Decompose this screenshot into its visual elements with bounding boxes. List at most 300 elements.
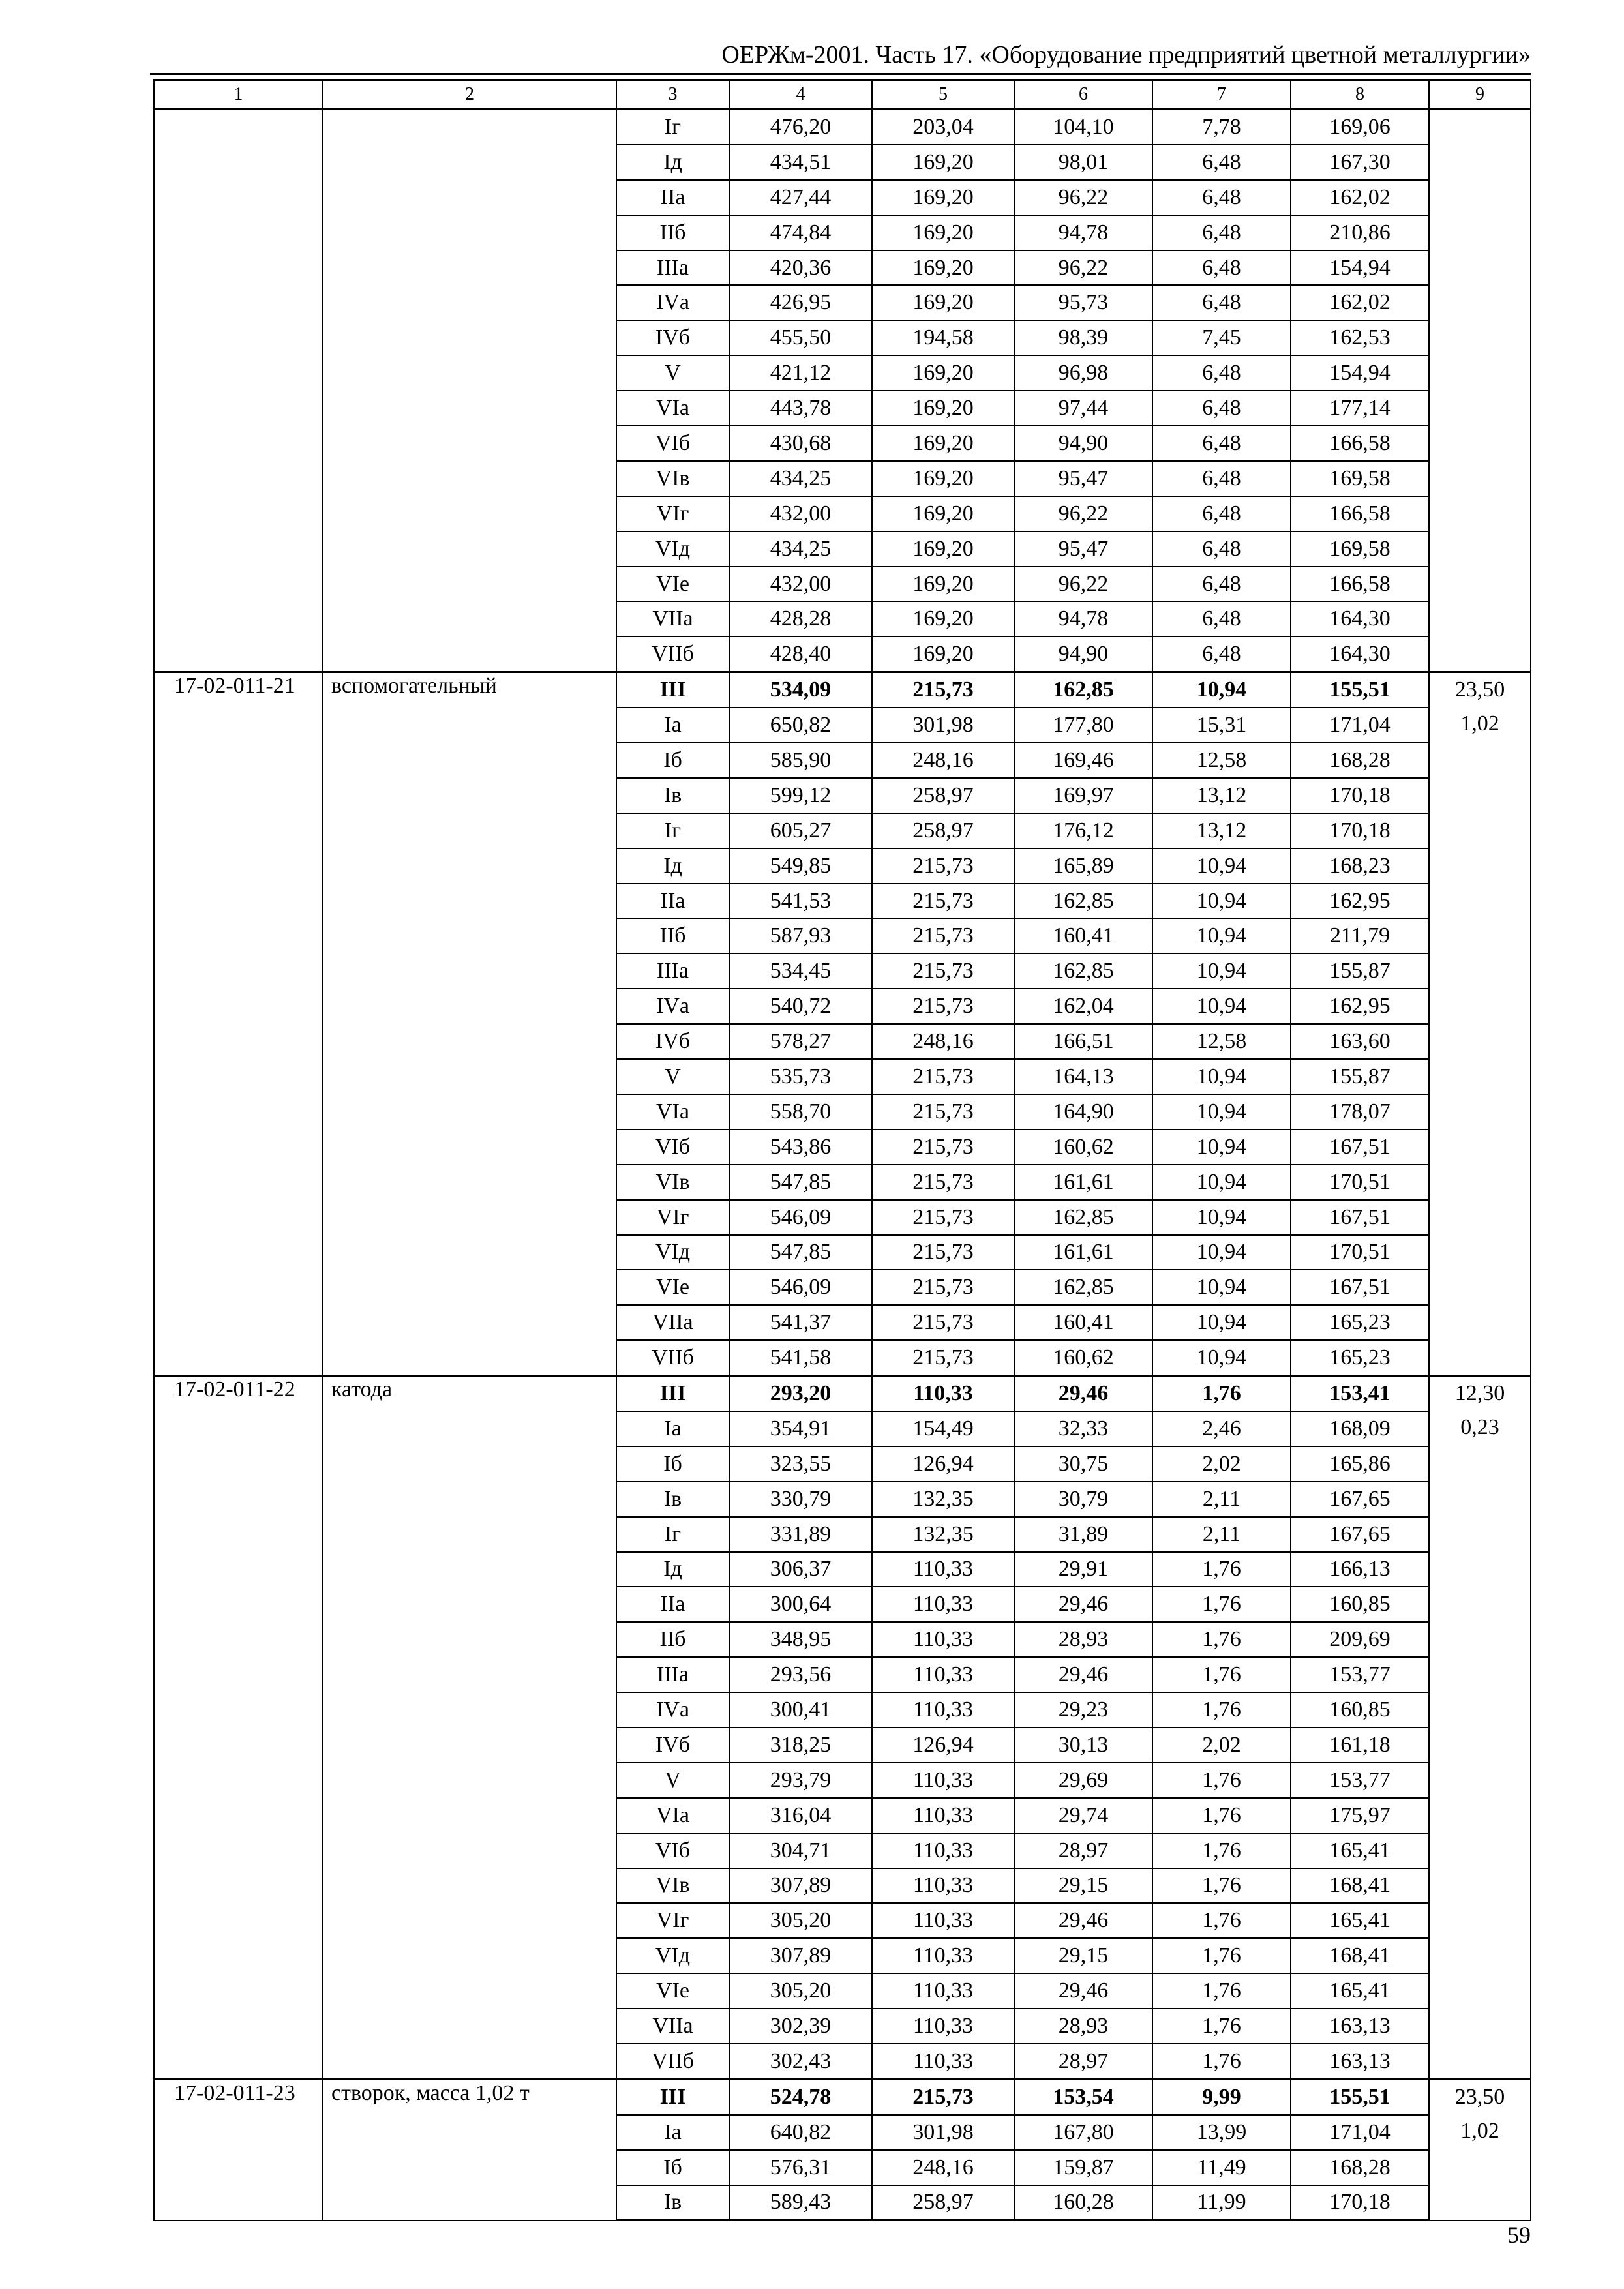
col6-cell: 30,75 bbox=[1014, 1446, 1152, 1482]
zone-cell: IIб bbox=[616, 215, 729, 250]
col5-cell: 215,73 bbox=[872, 1059, 1014, 1094]
col7-cell: 10,94 bbox=[1152, 1270, 1291, 1305]
col5-cell: 194,58 bbox=[872, 320, 1014, 355]
col6-cell: 177,80 bbox=[1014, 708, 1152, 743]
col7-cell: 6,48 bbox=[1152, 250, 1291, 286]
col7-cell: 2,11 bbox=[1152, 1482, 1291, 1517]
col4-cell: 585,90 bbox=[729, 743, 872, 778]
col4-cell: 587,93 bbox=[729, 918, 872, 953]
col6-cell: 104,10 bbox=[1014, 110, 1152, 145]
col9-cell bbox=[1429, 110, 1531, 672]
col5-cell: 169,20 bbox=[872, 426, 1014, 461]
zone-cell: Iв bbox=[616, 2185, 729, 2221]
col6-cell: 30,79 bbox=[1014, 1482, 1152, 1517]
col5-cell: 169,20 bbox=[872, 567, 1014, 602]
col6-cell: 176,12 bbox=[1014, 813, 1152, 848]
col5-cell: 169,20 bbox=[872, 285, 1014, 320]
column-number-cell: 4 bbox=[729, 80, 872, 110]
col7-cell: 15,31 bbox=[1152, 708, 1291, 743]
col6-cell: 28,93 bbox=[1014, 1622, 1152, 1657]
col8-cell: 170,51 bbox=[1291, 1165, 1429, 1200]
col8-cell: 168,28 bbox=[1291, 743, 1429, 778]
col6-cell: 161,61 bbox=[1014, 1235, 1152, 1270]
col4-cell: 650,82 bbox=[729, 708, 872, 743]
col9-cell bbox=[1429, 1376, 1531, 2080]
col4-cell: 307,89 bbox=[729, 1938, 872, 1973]
col7-cell: 10,94 bbox=[1152, 918, 1291, 953]
col8-cell: 166,58 bbox=[1291, 496, 1429, 531]
col4-cell: 547,85 bbox=[729, 1165, 872, 1200]
col4-cell: 434,25 bbox=[729, 531, 872, 567]
zone-cell: IIIа bbox=[616, 953, 729, 989]
col7-cell: 10,94 bbox=[1152, 1200, 1291, 1235]
col6-cell: 96,22 bbox=[1014, 250, 1152, 286]
zone-cell: VIд bbox=[616, 531, 729, 567]
zone-cell: VIа bbox=[616, 391, 729, 426]
col5-cell: 110,33 bbox=[872, 1973, 1014, 2009]
col5-cell: 169,20 bbox=[872, 355, 1014, 391]
col8-cell: 170,51 bbox=[1291, 1235, 1429, 1270]
col5-cell: 258,97 bbox=[872, 778, 1014, 813]
col9-cell bbox=[1429, 672, 1531, 1376]
col6-cell: 29,15 bbox=[1014, 1938, 1152, 1973]
col4-cell: 426,95 bbox=[729, 285, 872, 320]
col4-cell: 323,55 bbox=[729, 1446, 872, 1482]
col6-cell: 162,04 bbox=[1014, 989, 1152, 1024]
col6-cell: 169,97 bbox=[1014, 778, 1152, 813]
col5-cell: 110,33 bbox=[872, 1903, 1014, 1938]
zone-cell: VIIб bbox=[616, 2044, 729, 2079]
col5-cell: 110,33 bbox=[872, 1622, 1014, 1657]
col8-cell: 175,97 bbox=[1291, 1798, 1429, 1833]
col5-cell: 132,35 bbox=[872, 1517, 1014, 1552]
col8-cell: 165,23 bbox=[1291, 1305, 1429, 1340]
col8-cell: 169,58 bbox=[1291, 461, 1429, 496]
section-main-row bbox=[154, 1376, 1531, 1411]
col7-cell: 1,76 bbox=[1152, 1798, 1291, 1833]
col4-cell: 541,58 bbox=[729, 1340, 872, 1375]
col7-cell: 1,76 bbox=[1152, 1938, 1291, 1973]
zone-cell: VIа bbox=[616, 1094, 729, 1130]
col8-cell: 209,69 bbox=[1291, 1622, 1429, 1657]
col6-cell: 29,69 bbox=[1014, 1763, 1152, 1798]
col7-cell: 6,48 bbox=[1152, 355, 1291, 391]
col6-cell: 28,93 bbox=[1014, 2009, 1152, 2044]
column-number-row bbox=[154, 80, 1531, 110]
col4-cell: 293,20 bbox=[729, 1376, 872, 1411]
zone-cell: VIIа bbox=[616, 2009, 729, 2044]
page-header: ОЕРЖм-2001. Часть 17. «Оборудование предприятий цветной металлургии» bbox=[721, 41, 1531, 68]
col5-cell: 169,20 bbox=[872, 461, 1014, 496]
col6-cell: 31,89 bbox=[1014, 1517, 1152, 1552]
col7-cell: 1,76 bbox=[1152, 1587, 1291, 1622]
zone-cell: Iд bbox=[616, 848, 729, 884]
col7-cell: 10,94 bbox=[1152, 1130, 1291, 1165]
col6-cell: 29,74 bbox=[1014, 1798, 1152, 1833]
col7-cell: 1,76 bbox=[1152, 1973, 1291, 2009]
zone-cell: Iв bbox=[616, 1482, 729, 1517]
col8-cell: 166,58 bbox=[1291, 567, 1429, 602]
col7-cell: 6,48 bbox=[1152, 391, 1291, 426]
col4-cell: 306,37 bbox=[729, 1552, 872, 1587]
col7-cell: 13,99 bbox=[1152, 2115, 1291, 2150]
col4-cell: 543,86 bbox=[729, 1130, 872, 1165]
col6-cell: 165,89 bbox=[1014, 848, 1152, 884]
col7-cell: 7,45 bbox=[1152, 320, 1291, 355]
zone-cell: Iг bbox=[616, 813, 729, 848]
col8-cell: 153,77 bbox=[1291, 1763, 1429, 1798]
col8-cell: 167,65 bbox=[1291, 1517, 1429, 1552]
col4-cell: 434,51 bbox=[729, 145, 872, 180]
col6-cell: 94,78 bbox=[1014, 215, 1152, 250]
col8-cell: 165,41 bbox=[1291, 1833, 1429, 1868]
col8-cell: 168,09 bbox=[1291, 1411, 1429, 1446]
col4-cell: 420,36 bbox=[729, 250, 872, 286]
col8-cell: 170,18 bbox=[1291, 778, 1429, 813]
section-main-row bbox=[154, 2079, 1531, 2114]
col8-cell: 162,95 bbox=[1291, 884, 1429, 919]
col4-cell: 430,68 bbox=[729, 426, 872, 461]
zone-cell: V bbox=[616, 1059, 729, 1094]
col6-cell: 167,80 bbox=[1014, 2115, 1152, 2150]
zone-cell: VIб bbox=[616, 426, 729, 461]
code-cell: 17-02-011-22 bbox=[154, 1376, 323, 2080]
col8-cell: 153,77 bbox=[1291, 1657, 1429, 1692]
col9-value: 0,23 bbox=[1460, 1414, 1499, 1439]
col6-cell: 97,44 bbox=[1014, 391, 1152, 426]
col5-cell: 215,73 bbox=[872, 884, 1014, 919]
col7-cell: 13,12 bbox=[1152, 778, 1291, 813]
col8-cell: 177,14 bbox=[1291, 391, 1429, 426]
col5-cell: 110,33 bbox=[872, 1692, 1014, 1728]
col7-cell: 6,48 bbox=[1152, 567, 1291, 602]
column-number-cell: 7 bbox=[1152, 80, 1291, 110]
col4-cell: 540,72 bbox=[729, 989, 872, 1024]
col5-cell: 215,73 bbox=[872, 848, 1014, 884]
page-number: 59 bbox=[1507, 2222, 1531, 2248]
col5-cell: 169,20 bbox=[872, 250, 1014, 286]
col7-cell: 1,76 bbox=[1152, 1552, 1291, 1587]
col5-cell: 215,73 bbox=[872, 1235, 1014, 1270]
col6-cell: 32,33 bbox=[1014, 1411, 1152, 1446]
col4-cell: 474,84 bbox=[729, 215, 872, 250]
column-number-cell: 2 bbox=[323, 80, 616, 110]
zone-cell: V bbox=[616, 355, 729, 391]
col4-cell: 302,43 bbox=[729, 2044, 872, 2079]
code-cell bbox=[154, 110, 323, 672]
col6-cell: 160,41 bbox=[1014, 918, 1152, 953]
zone-cell: Iб bbox=[616, 743, 729, 778]
col6-cell: 29,46 bbox=[1014, 1376, 1152, 1411]
col6-cell: 95,47 bbox=[1014, 461, 1152, 496]
col7-cell: 12,58 bbox=[1152, 743, 1291, 778]
col5-cell: 126,94 bbox=[872, 1446, 1014, 1482]
col8-cell: 162,02 bbox=[1291, 285, 1429, 320]
zone-cell: IIа bbox=[616, 1587, 729, 1622]
col8-cell: 169,58 bbox=[1291, 531, 1429, 567]
col6-cell: 29,91 bbox=[1014, 1552, 1152, 1587]
code-cell: 17-02-011-23 bbox=[154, 2079, 323, 2221]
col6-cell: 98,01 bbox=[1014, 145, 1152, 180]
col7-cell: 10,94 bbox=[1152, 1305, 1291, 1340]
col5-cell: 126,94 bbox=[872, 1728, 1014, 1763]
col6-cell: 29,46 bbox=[1014, 1903, 1152, 1938]
zone-cell: Iг bbox=[616, 1517, 729, 1552]
col4-cell: 547,85 bbox=[729, 1235, 872, 1270]
col8-cell: 155,51 bbox=[1291, 2079, 1429, 2114]
col8-cell: 166,13 bbox=[1291, 1552, 1429, 1587]
col5-cell: 110,33 bbox=[872, 1657, 1014, 1692]
col6-cell: 169,46 bbox=[1014, 743, 1152, 778]
zone-cell: IIб bbox=[616, 1622, 729, 1657]
col9-value: 23,50 bbox=[1454, 678, 1505, 702]
col9-cell bbox=[1429, 2079, 1531, 2221]
col5-cell: 215,73 bbox=[872, 1094, 1014, 1130]
col7-cell: 10,94 bbox=[1152, 884, 1291, 919]
name-cell: вспомогательный bbox=[323, 672, 616, 1376]
zone-cell: VIе bbox=[616, 1973, 729, 2009]
column-number-cell: 6 bbox=[1014, 80, 1152, 110]
col4-cell: 432,00 bbox=[729, 567, 872, 602]
col5-cell: 169,20 bbox=[872, 391, 1014, 426]
col7-cell: 11,99 bbox=[1152, 2185, 1291, 2221]
header-rule bbox=[150, 73, 1531, 75]
col8-cell: 163,60 bbox=[1291, 1024, 1429, 1059]
zone-cell: IVб bbox=[616, 320, 729, 355]
col6-cell: 29,46 bbox=[1014, 1657, 1152, 1692]
col8-cell: 162,53 bbox=[1291, 320, 1429, 355]
col5-cell: 215,73 bbox=[872, 672, 1014, 708]
col6-cell: 94,78 bbox=[1014, 601, 1152, 636]
col6-cell: 30,13 bbox=[1014, 1728, 1152, 1763]
zone-cell: VIг bbox=[616, 1200, 729, 1235]
col7-cell: 10,94 bbox=[1152, 848, 1291, 884]
col4-cell: 576,31 bbox=[729, 2150, 872, 2185]
zone-cell: Iд bbox=[616, 145, 729, 180]
col7-cell: 1,76 bbox=[1152, 1903, 1291, 1938]
col7-cell: 1,76 bbox=[1152, 2009, 1291, 2044]
col7-cell: 2,02 bbox=[1152, 1446, 1291, 1482]
col4-cell: 541,53 bbox=[729, 884, 872, 919]
name-cell: катода bbox=[323, 1376, 616, 2080]
col8-cell: 169,06 bbox=[1291, 110, 1429, 145]
col6-cell: 166,51 bbox=[1014, 1024, 1152, 1059]
col8-cell: 155,87 bbox=[1291, 1059, 1429, 1094]
zone-cell: VIб bbox=[616, 1130, 729, 1165]
col6-cell: 29,15 bbox=[1014, 1868, 1152, 1904]
col4-cell: 589,43 bbox=[729, 2185, 872, 2221]
zone-cell: III bbox=[616, 2079, 729, 2114]
col4-cell: 432,00 bbox=[729, 496, 872, 531]
col5-cell: 258,97 bbox=[872, 813, 1014, 848]
col6-cell: 162,85 bbox=[1014, 1200, 1152, 1235]
col7-cell: 6,48 bbox=[1152, 601, 1291, 636]
col5-cell: 215,73 bbox=[872, 2079, 1014, 2114]
col8-cell: 210,86 bbox=[1291, 215, 1429, 250]
col5-cell: 248,16 bbox=[872, 743, 1014, 778]
col4-cell: 300,64 bbox=[729, 1587, 872, 1622]
zone-cell: III bbox=[616, 672, 729, 708]
col7-cell: 10,94 bbox=[1152, 1059, 1291, 1094]
zone-cell: VIг bbox=[616, 496, 729, 531]
col6-cell: 96,22 bbox=[1014, 496, 1152, 531]
col7-cell: 10,94 bbox=[1152, 1340, 1291, 1375]
col7-cell: 1,76 bbox=[1152, 1868, 1291, 1904]
col4-cell: 304,71 bbox=[729, 1833, 872, 1868]
col8-cell: 167,30 bbox=[1291, 145, 1429, 180]
name-cell: створок, масса 1,02 т bbox=[323, 2079, 616, 2221]
col8-cell: 168,41 bbox=[1291, 1938, 1429, 1973]
col6-cell: 98,39 bbox=[1014, 320, 1152, 355]
col4-cell: 434,25 bbox=[729, 461, 872, 496]
col5-cell: 203,04 bbox=[872, 110, 1014, 145]
col5-cell: 301,98 bbox=[872, 2115, 1014, 2150]
col9-value: 1,02 bbox=[1460, 2118, 1499, 2143]
col5-cell: 110,33 bbox=[872, 1376, 1014, 1411]
col7-cell: 10,94 bbox=[1152, 989, 1291, 1024]
col7-cell: 6,48 bbox=[1152, 180, 1291, 215]
col8-cell: 154,94 bbox=[1291, 355, 1429, 391]
col4-cell: 300,41 bbox=[729, 1692, 872, 1728]
col5-cell: 110,33 bbox=[872, 1938, 1014, 1973]
col6-cell: 159,87 bbox=[1014, 2150, 1152, 2185]
zone-cell: IIа bbox=[616, 884, 729, 919]
rates-table bbox=[153, 79, 1531, 2221]
zone-cell: Iа bbox=[616, 2115, 729, 2150]
col7-cell: 7,78 bbox=[1152, 110, 1291, 145]
col8-cell: 154,94 bbox=[1291, 250, 1429, 286]
col4-cell: 316,04 bbox=[729, 1798, 872, 1833]
zone-cell: IVб bbox=[616, 1728, 729, 1763]
col4-cell: 534,45 bbox=[729, 953, 872, 989]
col9-value: 23,50 bbox=[1454, 2084, 1505, 2109]
col6-cell: 29,46 bbox=[1014, 1587, 1152, 1622]
col7-cell: 10,94 bbox=[1152, 1165, 1291, 1200]
col4-cell: 305,20 bbox=[729, 1903, 872, 1938]
col8-cell: 167,51 bbox=[1291, 1270, 1429, 1305]
col6-cell: 162,85 bbox=[1014, 884, 1152, 919]
col7-cell: 10,94 bbox=[1152, 1235, 1291, 1270]
col9-value: 1,02 bbox=[1460, 711, 1499, 736]
col4-cell: 348,95 bbox=[729, 1622, 872, 1657]
col5-cell: 169,20 bbox=[872, 145, 1014, 180]
col7-cell: 6,48 bbox=[1152, 461, 1291, 496]
col8-cell: 165,23 bbox=[1291, 1340, 1429, 1375]
col4-cell: 546,09 bbox=[729, 1200, 872, 1235]
col5-cell: 215,73 bbox=[872, 1340, 1014, 1375]
zone-cell: IVа bbox=[616, 1692, 729, 1728]
col7-cell: 13,12 bbox=[1152, 813, 1291, 848]
zone-cell: Iг bbox=[616, 110, 729, 145]
col5-cell: 169,20 bbox=[872, 496, 1014, 531]
col6-cell: 161,61 bbox=[1014, 1165, 1152, 1200]
col7-cell: 10,94 bbox=[1152, 672, 1291, 708]
col5-cell: 248,16 bbox=[872, 2150, 1014, 2185]
col8-cell: 211,79 bbox=[1291, 918, 1429, 953]
column-number-cell: 9 bbox=[1429, 80, 1531, 110]
col7-cell: 11,49 bbox=[1152, 2150, 1291, 2185]
zone-cell: VIIб bbox=[616, 1340, 729, 1375]
zone-cell: IIIа bbox=[616, 1657, 729, 1692]
col7-cell: 1,76 bbox=[1152, 1763, 1291, 1798]
col8-cell: 168,28 bbox=[1291, 2150, 1429, 2185]
col4-cell: 305,20 bbox=[729, 1973, 872, 2009]
col7-cell: 6,48 bbox=[1152, 636, 1291, 672]
col4-cell: 293,79 bbox=[729, 1763, 872, 1798]
table-row bbox=[154, 110, 1531, 145]
column-number-cell: 3 bbox=[616, 80, 729, 110]
col5-cell: 110,33 bbox=[872, 1868, 1014, 1904]
col6-cell: 96,98 bbox=[1014, 355, 1152, 391]
col8-cell: 164,30 bbox=[1291, 601, 1429, 636]
zone-cell: VIIб bbox=[616, 636, 729, 672]
col6-cell: 28,97 bbox=[1014, 1833, 1152, 1868]
zone-cell: III bbox=[616, 1376, 729, 1411]
col6-cell: 29,46 bbox=[1014, 1973, 1152, 2009]
col7-cell: 2,02 bbox=[1152, 1728, 1291, 1763]
col5-cell: 169,20 bbox=[872, 531, 1014, 567]
col5-cell: 215,73 bbox=[872, 1165, 1014, 1200]
col7-cell: 1,76 bbox=[1152, 1622, 1291, 1657]
col7-cell: 1,76 bbox=[1152, 1692, 1291, 1728]
col5-cell: 169,20 bbox=[872, 180, 1014, 215]
col5-cell: 110,33 bbox=[872, 2009, 1014, 2044]
code-cell: 17-02-011-21 bbox=[154, 672, 323, 1376]
col5-cell: 132,35 bbox=[872, 1482, 1014, 1517]
col8-cell: 170,18 bbox=[1291, 2185, 1429, 2221]
col5-cell: 110,33 bbox=[872, 1763, 1014, 1798]
col4-cell: 599,12 bbox=[729, 778, 872, 813]
col5-cell: 110,33 bbox=[872, 1552, 1014, 1587]
col5-cell: 301,98 bbox=[872, 708, 1014, 743]
zone-cell: VIв bbox=[616, 1868, 729, 1904]
col6-cell: 28,97 bbox=[1014, 2044, 1152, 2079]
zone-cell: VIб bbox=[616, 1833, 729, 1868]
col4-cell: 331,89 bbox=[729, 1517, 872, 1552]
col6-cell: 95,73 bbox=[1014, 285, 1152, 320]
col8-cell: 168,23 bbox=[1291, 848, 1429, 884]
col6-cell: 164,90 bbox=[1014, 1094, 1152, 1130]
col6-cell: 94,90 bbox=[1014, 636, 1152, 672]
col4-cell: 558,70 bbox=[729, 1094, 872, 1130]
col5-cell: 169,20 bbox=[872, 601, 1014, 636]
col8-cell: 160,85 bbox=[1291, 1587, 1429, 1622]
col7-cell: 1,76 bbox=[1152, 1833, 1291, 1868]
column-number-cell: 5 bbox=[872, 80, 1014, 110]
col6-cell: 160,28 bbox=[1014, 2185, 1152, 2221]
column-number-cell: 1 bbox=[154, 80, 323, 110]
zone-cell: VIIа bbox=[616, 601, 729, 636]
col8-cell: 168,41 bbox=[1291, 1868, 1429, 1904]
col7-cell: 6,48 bbox=[1152, 215, 1291, 250]
name-cell bbox=[323, 110, 616, 672]
col4-cell: 524,78 bbox=[729, 2079, 872, 2114]
col5-cell: 169,20 bbox=[872, 215, 1014, 250]
col4-cell: 541,37 bbox=[729, 1305, 872, 1340]
col5-cell: 215,73 bbox=[872, 953, 1014, 989]
col8-cell: 167,65 bbox=[1291, 1482, 1429, 1517]
col8-cell: 163,13 bbox=[1291, 2009, 1429, 2044]
col7-cell: 1,76 bbox=[1152, 1376, 1291, 1411]
zone-cell: VIе bbox=[616, 567, 729, 602]
col5-cell: 258,97 bbox=[872, 2185, 1014, 2221]
col4-cell: 534,09 bbox=[729, 672, 872, 708]
col4-cell: 455,50 bbox=[729, 320, 872, 355]
zone-cell: Iв bbox=[616, 778, 729, 813]
col8-cell: 162,95 bbox=[1291, 989, 1429, 1024]
col4-cell: 546,09 bbox=[729, 1270, 872, 1305]
col8-cell: 160,85 bbox=[1291, 1692, 1429, 1728]
